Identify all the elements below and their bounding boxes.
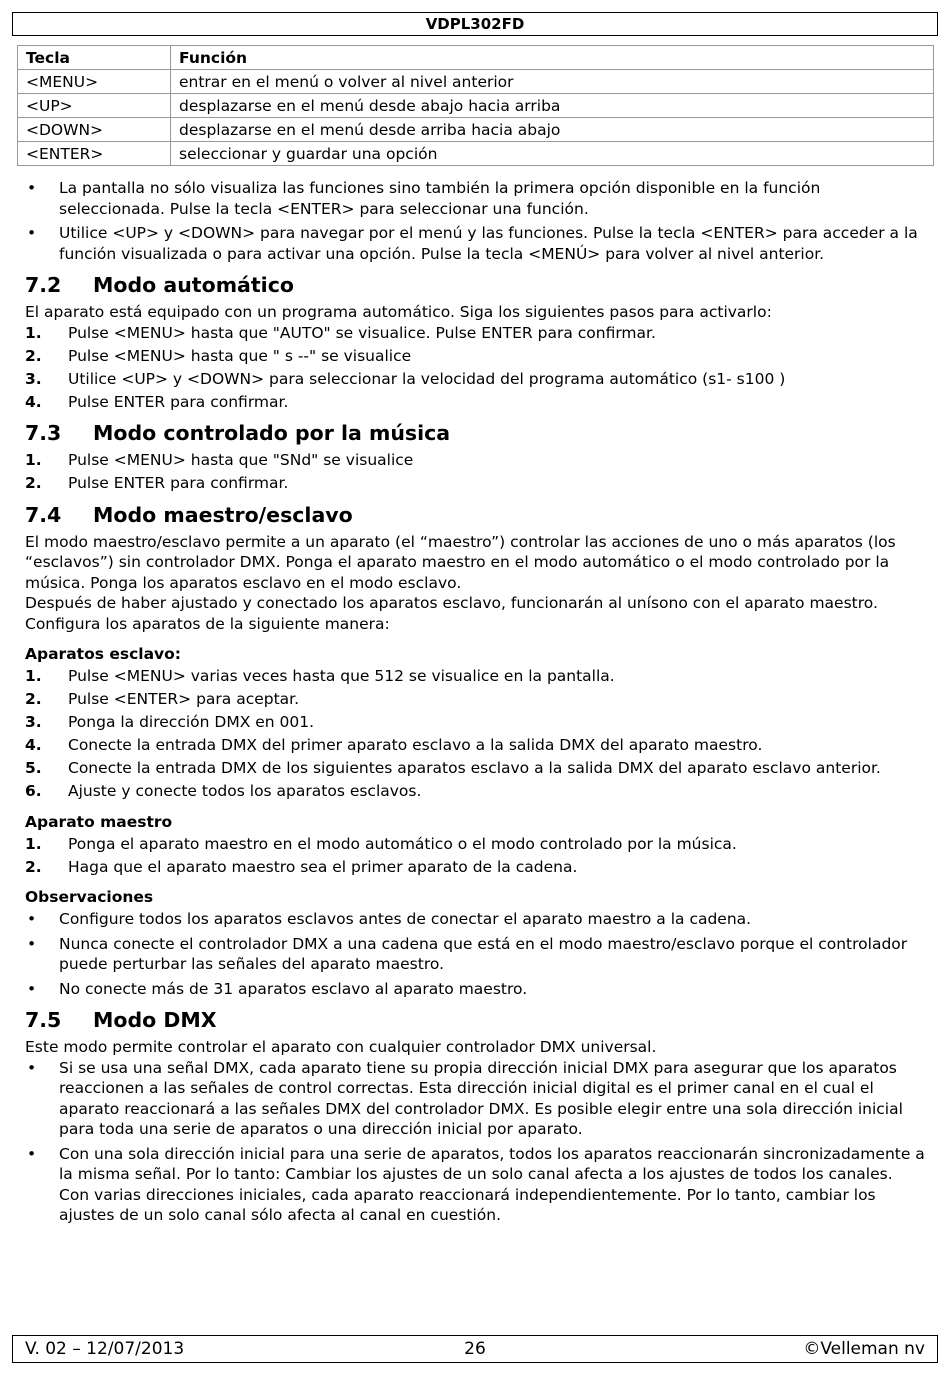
document-footer — [12, 1335, 938, 1363]
key-cell: <UP> — [18, 94, 171, 118]
list-item — [25, 323, 927, 344]
bullet-text: Si se usa una señal DMX, cada aparato tiene su propia dirección inicial DMX para asegurar que los aparatos reaccionen a las señales de control correctas. Esta dirección inicial digital es el primer canal en el cual el aparato reaccionará a las señales DMX del controlador DMX. Es posible elegir entre una sola dirección inicial para toda una serie de aparatos o una dirección inicial por aparato. — [59, 1058, 903, 1138]
list-item — [25, 735, 927, 756]
step-text: Haga que el aparato maestro sea el primer aparato de la cadena. — [68, 857, 578, 876]
step-text: Pulse <ENTER> para aceptar. — [68, 690, 300, 708]
step-text: Conecte la entrada DMX del primer aparato esclavo a la salida DMX del aparato maestro. — [68, 736, 763, 754]
list-item — [25, 223, 927, 264]
key-cell: <ENTER> — [18, 142, 171, 166]
list-item — [25, 392, 927, 413]
step-number: 1. — [25, 834, 42, 853]
section-paragraph: El modo maestro/esclavo permite a un aparato (el “maestro”) controlar las acciones de uno o más aparatos (los “esclavos”) sin controlador DMX. Ponga el aparato maestro en el modo automático o el modo controlado por la música. Ponga los aparatos esclavo en el modo esclavo. — [25, 532, 896, 592]
column-header-function: Función — [171, 46, 934, 70]
section-title: Modo maestro/esclavo — [93, 502, 353, 527]
list-item — [25, 450, 927, 471]
key-cell: <MENU> — [18, 70, 171, 94]
column-header-key: Tecla — [18, 46, 171, 70]
footer-version: V. 02 – 12/07/2013 — [25, 1339, 185, 1359]
step-text: Pulse <MENU> varias veces hasta que 512 se visualice en la pantalla. — [68, 667, 615, 685]
list-item — [25, 689, 927, 710]
function-cell: desplazarse en el menú desde abajo hacia arriba — [171, 94, 934, 118]
step-text: Utilice <UP> y <DOWN> para seleccionar la velocidad del programa automático (s1- s100 ) — [68, 369, 786, 388]
list-item — [25, 1144, 927, 1226]
section-heading-7-5 — [25, 1007, 927, 1033]
step-number: 2. — [25, 474, 42, 492]
bullet-icon: • — [27, 934, 37, 953]
section-title: Modo controlado por la música — [93, 421, 451, 445]
function-cell: entrar en el menú o volver al nivel anterior — [171, 70, 934, 94]
intro-bullet-list — [25, 178, 927, 264]
bullet-text: Nunca conecte el controlador DMX a una cadena que está en el modo maestro/esclavo porque el controlador puede perturbar las señales del aparato maestro. — [59, 934, 908, 973]
footer-page-number: 26 — [464, 1339, 486, 1359]
bullet-text: Con una sola dirección inicial para una serie de aparatos, todos los aparatos reaccionarán sincronizadamente a la misma señal. Por lo tanto: Cambiar los ajustes de un solo canal afecta a los ajustes de todos los canales. Con varias direcciones iniciales, cada aparato reaccionará independientemente. Por lo tanto, cambiar los ajustes de un solo canal sólo afecta al canal en cuestión. — [59, 1144, 925, 1224]
function-cell: desplazarse en el menú desde arriba hacia abajo — [171, 118, 934, 142]
list-item — [25, 473, 927, 494]
bullet-icon: • — [27, 1144, 37, 1163]
step-number: 1. — [25, 451, 42, 469]
section-heading-7-4 — [25, 502, 927, 528]
list-item — [25, 857, 927, 878]
section-intro: El aparato está equipado con un programa automático. Siga los siguientes pasos para activarlo: — [25, 303, 772, 321]
table-header-row — [18, 46, 934, 70]
list-item — [25, 781, 927, 802]
bullet-icon: • — [27, 910, 37, 928]
model-title: VDPL302FD — [425, 15, 525, 33]
list-item — [25, 712, 927, 733]
section-number: 7.2 — [25, 273, 62, 297]
table-row — [18, 94, 934, 118]
key-function-table — [17, 45, 934, 166]
table-row — [18, 142, 934, 166]
section-heading-7-2 — [25, 272, 927, 298]
list-item — [25, 834, 927, 855]
step-number: 3. — [25, 713, 42, 731]
step-number: 4. — [25, 392, 42, 411]
slave-steps — [25, 666, 927, 802]
list-item — [25, 369, 927, 390]
section-heading-7-3 — [25, 420, 927, 446]
section-number: 7.5 — [25, 1008, 62, 1032]
notes-bullet-list — [25, 909, 927, 999]
step-text: Ponga la dirección DMX en 001. — [68, 713, 315, 731]
step-text: Conecte la entrada DMX de los siguientes aparatos esclavo a la salida DMX del aparato esclavo anterior. — [68, 759, 881, 777]
step-number: 3. — [25, 369, 42, 388]
function-cell: seleccionar y guardar una opción — [171, 142, 934, 166]
list-item — [25, 666, 927, 687]
list-item — [25, 979, 927, 1000]
step-number: 1. — [25, 323, 42, 342]
step-number: 2. — [25, 690, 42, 708]
section-title: Modo DMX — [93, 1008, 217, 1032]
step-text: Ponga el aparato maestro en el modo automático o el modo controlado por la música. — [68, 834, 737, 853]
list-item — [25, 909, 927, 930]
step-text: Pulse ENTER para confirmar. — [68, 474, 289, 492]
section-intro: Este modo permite controlar el aparato con cualquier controlador DMX universal. — [25, 1038, 657, 1056]
bullet-text: Configure todos los aparatos esclavos antes de conectar el aparato maestro a la cadena. — [59, 910, 752, 928]
section-title: Modo automático — [93, 273, 294, 297]
list-item — [25, 178, 927, 219]
list-item — [25, 346, 927, 367]
bullet-icon: • — [27, 224, 37, 242]
bullet-text: Utilice <UP> y <DOWN> para navegar por el menú y las funciones. Pulse la tecla <ENTER> para acceder a la función visualizada o para activar una opción. Pulse la tecla <MENÚ> para volver al nivel anterior. — [59, 224, 918, 263]
music-mode-steps — [25, 450, 927, 494]
document-header — [12, 12, 938, 36]
dmx-bullet-list — [25, 1058, 927, 1226]
step-number: 2. — [25, 857, 42, 876]
step-text: Ajuste y conecte todos los aparatos esclavos. — [68, 782, 422, 800]
section-number: 7.4 — [25, 502, 62, 527]
section-paragraph: Después de haber ajustado y conectado los aparatos esclavo, funcionarán al unísono con el aparato maestro. Configura los aparatos de la siguiente manera: — [25, 594, 878, 633]
table-row — [18, 118, 934, 142]
step-number: 2. — [25, 346, 42, 365]
bullet-icon: • — [27, 1058, 37, 1077]
step-text: Pulse ENTER para confirmar. — [68, 392, 289, 411]
step-text: Pulse <MENU> hasta que "SNd" se visualice — [68, 451, 414, 469]
step-text: Pulse <MENU> hasta que "AUTO" se visualice. Pulse ENTER para confirmar. — [68, 323, 656, 342]
bullet-icon: • — [27, 979, 37, 998]
step-text: Pulse <MENU> hasta que " s --" se visualice — [68, 346, 412, 365]
list-item — [25, 934, 927, 975]
footer-copyright: ©Velleman nv — [803, 1339, 925, 1359]
step-number: 6. — [25, 782, 42, 800]
bullet-text: La pantalla no sólo visualiza las funciones sino también la primera opción disponible en la función seleccionada. Pulse la tecla <ENTER> para seleccionar una función. — [59, 179, 821, 218]
subheading-notes: Observaciones — [25, 888, 154, 906]
bullet-text: No conecte más de 31 aparatos esclavo al aparato maestro. — [59, 979, 528, 998]
list-item — [25, 758, 927, 779]
step-number: 4. — [25, 736, 42, 754]
master-steps — [25, 834, 927, 878]
subheading-master: Aparato maestro — [25, 812, 173, 831]
auto-mode-steps — [25, 323, 927, 413]
subheading-slaves: Aparatos esclavo: — [25, 645, 181, 663]
table-row — [18, 70, 934, 94]
section-number: 7.3 — [25, 421, 62, 445]
step-number: 1. — [25, 667, 42, 685]
list-item — [25, 1058, 927, 1140]
step-number: 5. — [25, 759, 42, 777]
bullet-icon: • — [27, 179, 37, 197]
main-content — [25, 178, 927, 1230]
key-cell: <DOWN> — [18, 118, 171, 142]
